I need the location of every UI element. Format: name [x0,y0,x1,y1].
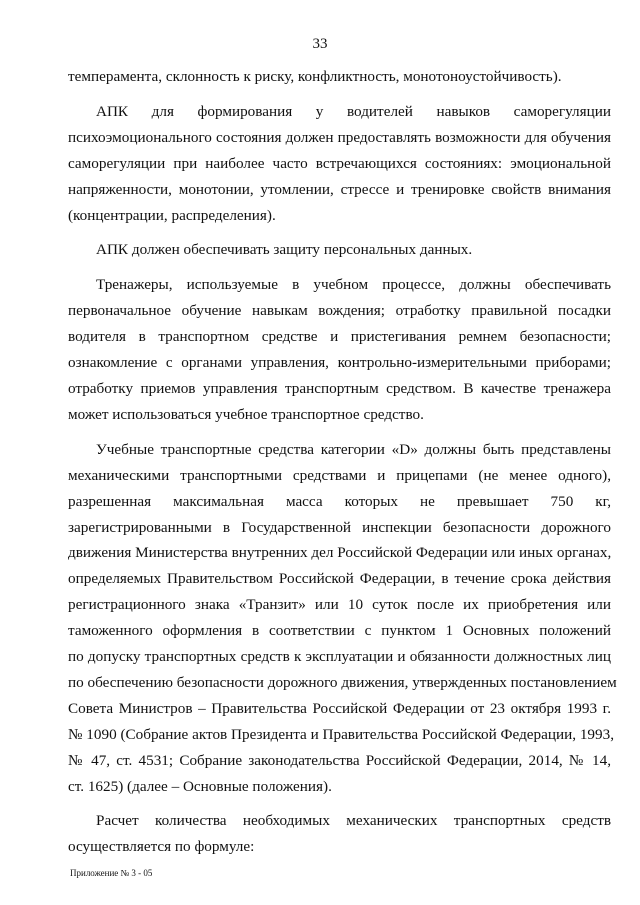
text-line: может использоваться учебное транспортное средство. [68,405,424,423]
text-line: саморегуляции при наиболее часто встречающихся состояниях: эмоциональной [68,154,611,172]
text-line: напряженности, монотонии, утомлении, стрессе и тренировке свойств внимания [68,180,611,198]
text-line: движения Министерства внутренних дел Российской Федерации или иных органах, [68,544,612,562]
text-line: № 1090 (Собрание актов Президента и Правительства Российской Федерации, 1993, [68,725,615,743]
page-number: 33 [312,36,328,52]
text-line: темперамента, склонность к риску, конфликтность, монотоноустойчивость). [68,68,562,85]
text-line: зарегистрированными в Государственной инспекции безопасности дорожного [68,518,611,536]
text-line: разрешенная максимальная масса которых не превышает 750 кг, [68,492,611,510]
text-line: ст. 1625) (далее – Основные положения). [68,777,332,795]
paragraph-gap [68,90,611,99]
text-line: ознакомление с органами управления, контрольно-измерительными приборами; [68,354,611,372]
text-line: АПК должен обеспечивать защиту персональных данных. [96,241,473,259]
text-line: определяемых Правительством Российской Федерации, в течение срока действия [68,570,611,588]
paragraph-gap [68,428,611,437]
footer-note: Приложение № 3 - 05 [70,868,153,878]
text-line: осуществляется по формуле: [68,838,255,856]
paragraph-gap [68,263,611,272]
text-line: Совета Министров – Правительства Российской Федерации от 23 октября 1993 г. [68,699,611,717]
text-line: регистрационного знака «Транзит» или 10 суток после их приобретения или [68,596,611,614]
text-line: психоэмоционального состояния должен предоставлять возможности для обучения [68,128,611,146]
text-line: по обеспечению безопасности дорожного движения, утвержденных постановлением [68,673,617,691]
paragraph [68,808,611,860]
paragraph [68,237,611,263]
text-line: АПК для формирования у водителей навыков саморегуляции [96,102,611,120]
text-line: водителя в транспортном средстве и пристегивания ремнем безопасности; [68,328,611,346]
text-line: по допуску транспортных средств к эксплуатации и обязанности должностных лиц [68,648,611,666]
text-line: таможенного оформления в соответствии с пунктом 1 Основных положений [68,622,611,640]
paragraph-gap [68,799,611,808]
text-line: механическими транспортными средствами и прицепами (не менее одного), [68,466,611,484]
paragraph [68,272,611,427]
document-body [68,64,617,860]
text-line: Учебные транспортные средства категории «D» должны быть представлены [96,440,611,458]
paragraph [68,437,617,800]
text-line: Тренажеры, используемые в учебном процессе, должны обеспечивать [96,276,611,294]
text-line: Расчет количества необходимых механических транспортных средств [96,812,611,830]
paragraph [68,99,611,229]
text-line: первоначальное обучение навыкам вождения; отработку правильной посадки [68,302,611,320]
text-line: отработку приемов управления транспортным средством. В качестве тренажера [68,379,611,397]
text-line: (концентрации, распределения). [68,206,276,224]
paragraph [68,64,611,90]
paragraph-gap [68,228,611,237]
text-line: № 47, ст. 4531; Собрание законодательства Российской Федерации, 2014, № 14, [68,751,611,769]
